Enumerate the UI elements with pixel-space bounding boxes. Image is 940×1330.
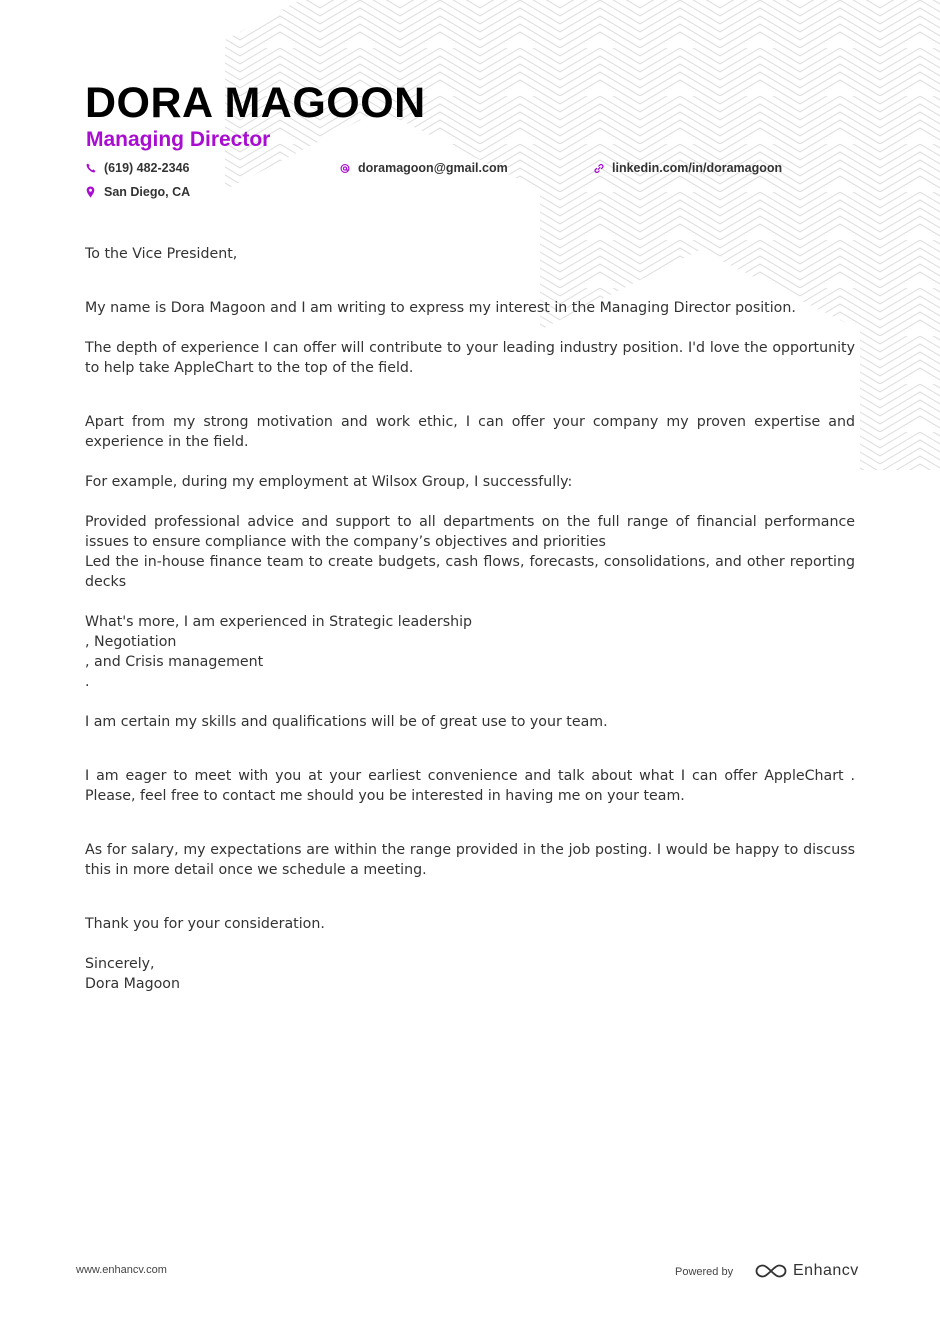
greeting-text: To the Vice President, xyxy=(85,246,238,262)
phone-text: (619) 482-2346 xyxy=(104,161,190,175)
at-icon xyxy=(340,162,350,174)
footer-website-link[interactable]: www.enhancv.com xyxy=(76,1264,167,1276)
letter-thanks-paragraph xyxy=(85,914,855,934)
skills-paragraph xyxy=(85,612,855,692)
letter-depth-paragraph xyxy=(85,338,855,378)
depth-text: The depth of experience I can offer will contribute to your leading industry position. I'd love the opportunity to help take AppleChart to the top of the field. xyxy=(85,340,855,376)
footer-powered-by: Powered by xyxy=(675,1266,734,1278)
achievement-item: Led the in-house finance team to create budgets, cash flows, forecasts, consolidations, and other reporting decks xyxy=(85,554,855,590)
contact-location xyxy=(86,184,190,200)
enhancv-logo[interactable] xyxy=(755,1262,859,1280)
letter-salary-paragraph xyxy=(85,840,855,880)
letter-signoff xyxy=(85,954,855,994)
letter-eager-paragraph xyxy=(85,766,855,806)
certain-text: I am certain my skills and qualifications will be of great use to your team. xyxy=(85,714,608,730)
contact-email[interactable] xyxy=(340,160,508,176)
contact-linkedin[interactable] xyxy=(594,160,782,176)
job-title: Managing Director xyxy=(86,128,271,151)
link-icon xyxy=(594,162,604,174)
eager-text: I am eager to meet with you at your earliest convenience and talk about what I can offer AppleChart . Please, feel free to contact me should you be interested in having me on your team. xyxy=(85,768,855,804)
example-text: For example, during my employment at Wilsox Group, I successfully: xyxy=(85,474,573,490)
apart-text: Apart from my strong motivation and work ethic, I can offer your company my proven expertise and experience in the field. xyxy=(85,414,855,450)
enhancv-brand-text: Enhancv xyxy=(793,1262,859,1279)
candidate-name: DORA MAGOON xyxy=(85,79,426,127)
phone-icon xyxy=(86,162,96,174)
closing-text: Sincerely, xyxy=(85,956,155,972)
email-text[interactable]: doramagoon@gmail.com xyxy=(358,161,508,175)
intro-text: My name is Dora Magoon and I am writing to express my interest in the Managing Director position. xyxy=(85,300,796,316)
letter-intro xyxy=(85,298,855,318)
letter-apart-paragraph xyxy=(85,412,855,452)
location-text: San Diego, CA xyxy=(104,185,191,199)
skills-line: What's more, I am experienced in Strategic leadership xyxy=(85,614,473,630)
skills-line: , Negotiation xyxy=(85,634,177,650)
skills-line: , and Crisis management xyxy=(85,654,264,670)
letter-greeting xyxy=(85,244,855,264)
signature-text: Dora Magoon xyxy=(85,976,180,992)
linkedin-text[interactable]: linkedin.com/in/doramagoon xyxy=(612,161,783,175)
letter-example-paragraph xyxy=(85,472,855,492)
skills-line: . xyxy=(85,674,90,690)
achievements-list xyxy=(85,512,855,592)
thanks-text: Thank you for your consideration. xyxy=(85,916,325,932)
salary-text: As for salary, my expectations are within the range provided in the job posting. I would be happy to discuss this in more detail once we schedule a meeting. xyxy=(85,842,855,878)
location-pin-icon xyxy=(86,186,96,198)
contact-phone xyxy=(86,160,189,176)
achievement-item: Provided professional advice and support to all departments on the full range of financial performance issues to ensure compliance with the company’s objectives and priorities xyxy=(85,514,855,550)
enhancv-infinity-icon xyxy=(755,1263,787,1279)
letter-certain-paragraph xyxy=(85,712,855,732)
